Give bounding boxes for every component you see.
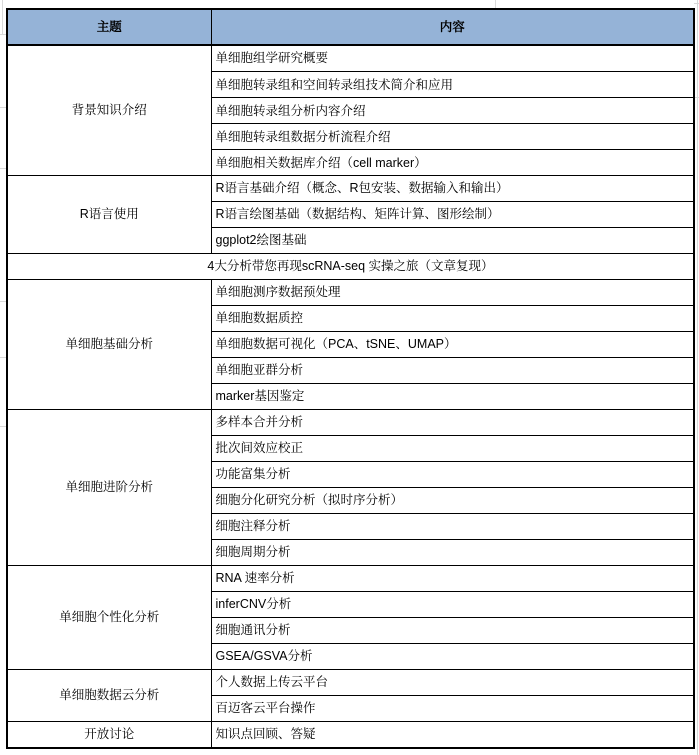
spreadsheet-gridline [495, 0, 496, 8]
content-cell: 单细胞数据质控 [211, 306, 694, 332]
content-cell: 个人数据上传云平台 [211, 669, 694, 695]
topic-cell: 单细胞个性化分析 [7, 565, 211, 669]
topic-cell: 开放讨论 [7, 721, 211, 748]
content-cell: 功能富集分析 [211, 461, 694, 487]
topic-cell: R语言使用 [7, 176, 211, 254]
column-header-topic: 主题 [7, 9, 211, 45]
table-row [7, 669, 694, 695]
banner-row [7, 254, 694, 280]
content-cell: R语言基础介绍（概念、R包安装、数据输入和输出） [211, 176, 694, 202]
content-cell: 百迈客云平台操作 [211, 695, 694, 721]
content-cell: 单细胞测序数据预处理 [211, 280, 694, 306]
content-cell: 细胞通讯分析 [211, 617, 694, 643]
content-cell: 细胞周期分析 [211, 539, 694, 565]
spreadsheet-gridline [694, 3, 699, 4]
content-cell: 单细胞转录组和空间转录组技术简介和应用 [211, 72, 694, 98]
content-cell: 多样本合并分析 [211, 409, 694, 435]
header-row [7, 9, 694, 45]
table-row [7, 45, 694, 72]
content-cell: 单细胞转录组数据分析流程介绍 [211, 124, 694, 150]
table-row [7, 721, 694, 748]
content-cell: 单细胞组学研究概要 [211, 45, 694, 72]
content-cell: R语言绘图基础（数据结构、矩阵计算、图形绘制） [211, 202, 694, 228]
content-cell: 单细胞相关数据库介绍（cell marker） [211, 150, 694, 176]
course-outline-table [6, 8, 695, 749]
spreadsheet-gridline [2, 0, 3, 34]
content-cell: ggplot2绘图基础 [211, 228, 694, 254]
content-cell: 细胞注释分析 [211, 513, 694, 539]
content-cell: RNA 速率分析 [211, 565, 694, 591]
table-row [7, 409, 694, 435]
content-cell: 细胞分化研究分析（拟时序分析） [211, 487, 694, 513]
topic-cell: 单细胞数据云分析 [7, 669, 211, 721]
topic-cell: 背景知识介绍 [7, 45, 211, 176]
column-header-content: 内容 [211, 9, 694, 45]
content-cell: 单细胞转录组分析内容介绍 [211, 98, 694, 124]
content-cell: 单细胞数据可视化（PCA、tSNE、UMAP） [211, 332, 694, 358]
table-row [7, 176, 694, 202]
content-cell: marker基因鉴定 [211, 383, 694, 409]
banner-cell: 4大分析带您再现scRNA-seq 实操之旅（文章复现） [7, 254, 694, 280]
content-cell: GSEA/GSVA分析 [211, 643, 694, 669]
content-cell: 批次间效应校正 [211, 435, 694, 461]
content-cell: 单细胞亚群分析 [211, 357, 694, 383]
spreadsheet-gridline [697, 0, 698, 755]
topic-cell: 单细胞进阶分析 [7, 409, 211, 565]
table-row [7, 565, 694, 591]
content-cell: inferCNV分析 [211, 591, 694, 617]
content-cell: 知识点回顾、答疑 [211, 721, 694, 748]
table-row [7, 280, 694, 306]
topic-cell: 单细胞基础分析 [7, 280, 211, 410]
